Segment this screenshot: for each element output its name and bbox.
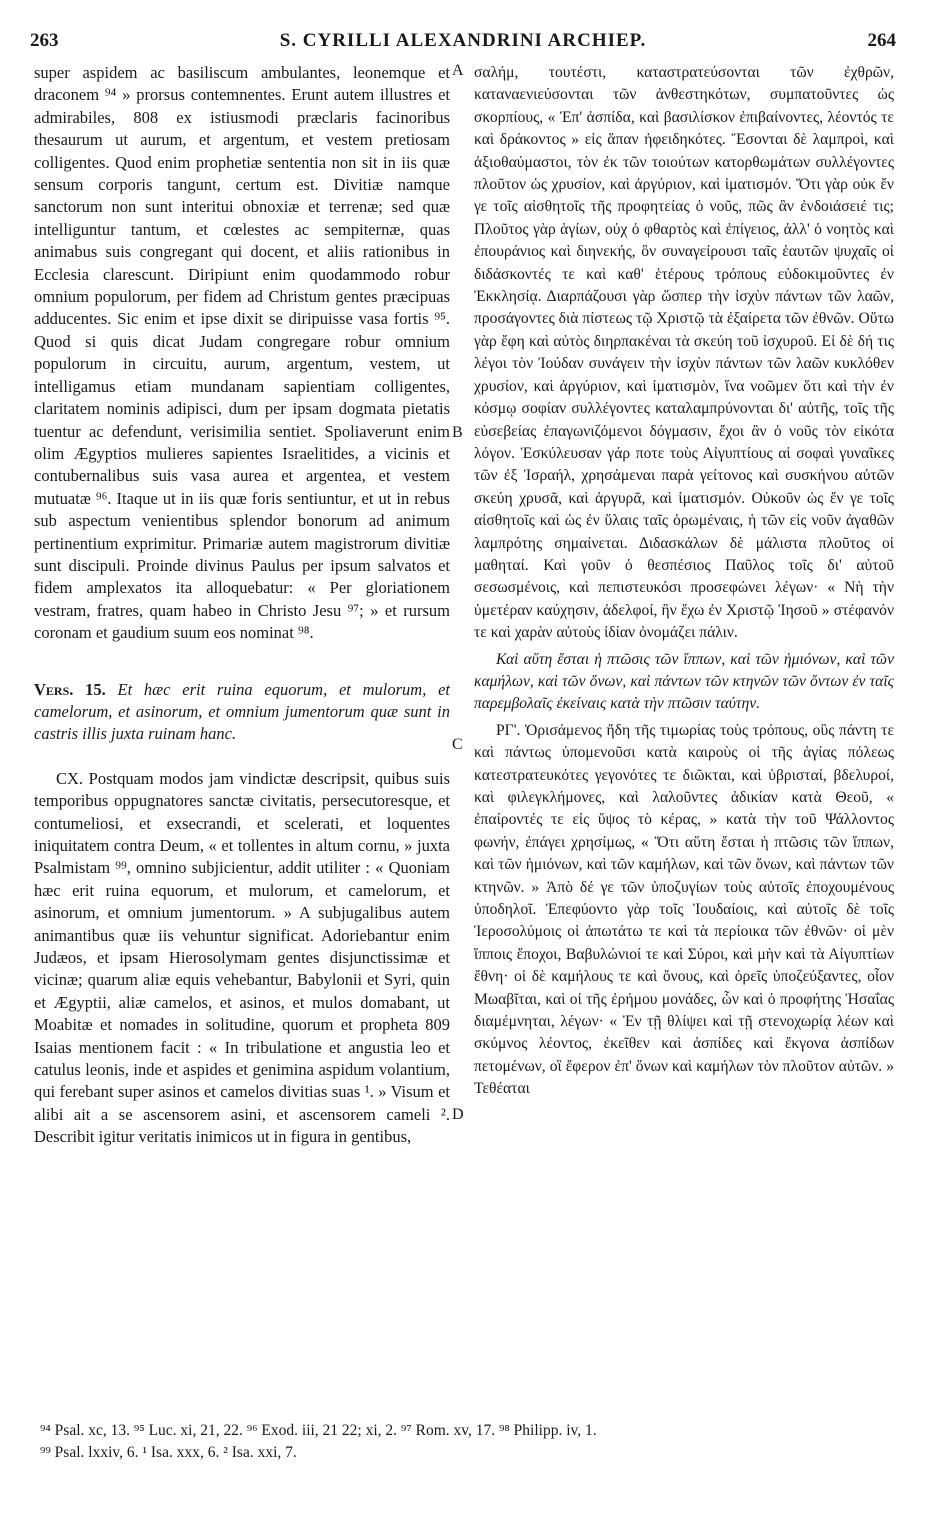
- page-number-left: 263: [30, 30, 59, 51]
- latin-verse: [34, 679, 450, 746]
- greek-verse: Καὶ αὕτη ἔσται ἡ πτῶσις τῶν ἵππων, καὶ τῶν ἡμιόνων, καὶ τῶν καμήλων, καὶ τῶν ὄνων, καὶ πάντων τῶν κτηνῶν τῶν ὄντων ἐν ταῖς παρεμβολαῖς ἐκείναις κατὰ τὴν πτῶσιν ταύτην.: [474, 650, 894, 713]
- greek-column: [474, 62, 894, 1101]
- latin-verse-text: Et hæc erit ruina equorum, et mulorum, et camelorum, et asinorum, et omnium jumentorum quæ sunt in castris illis juxta ruinam hanc.: [34, 679, 450, 744]
- footnote-line-2: ⁹⁹ Psal. lxxiv, 6. ¹ Isa. xxx, 6. ² Isa. xxi, 7.: [40, 1444, 297, 1461]
- marker-c: C: [452, 736, 463, 753]
- footnote-line-1: ⁹⁴ Psal. xc, 13. ⁹⁵ Luc. xi, 21, 22. ⁹⁶ Exod. iii, 21 22; xi, 2. ⁹⁷ Rom. xv, 17. ⁹⁸ Philipp. iv, 1.: [40, 1422, 597, 1439]
- footnotes: [40, 1420, 886, 1464]
- latin-column: [34, 62, 450, 1149]
- page-number-right: 264: [867, 30, 896, 51]
- marker-b: B: [452, 424, 463, 441]
- marker-a: A: [452, 62, 464, 79]
- verse-label: Vers. 15.: [34, 679, 106, 699]
- greek-paragraph-1: σαλήμ, τουτέστι, καταστρατεύσονται τῶν ἐχθρῶν, καταναενιεύσονται τῶν ἀνθεστηκότων, συμπατοῦντες ὡς σκορπίους, « Ἐπ' ἀσπίδα, καὶ βασιλίσκον ἐπιβαίνοντες, λέοντός τε καὶ δράκοντος » εἰς ἅπαν ἠφειδηκότες. Ἔσονται δὲ λαμπροὶ, καὶ ἀξιοθαύμαστοι, τὸν ἐκ τῶν τοιούτων κατορθωμάτων συλλέγοντες πλοῦτον ὡς χρυσίον, καὶ ἀργύριον, καὶ ἱματισμόν. Ὅτι γὰρ οὐκ ἔν γε τοῖς αἰσθητοῖς τῆς προφητείας ὁ νοῦς, πῶς ἂν ἐνδοιάσειέ τις; Πλοῦτος γὰρ ἁγίων, οὐχ ὁ φθαρτὸς καὶ ἐπίγειος, ἀλλ' ὁ νοητὸς καὶ ἐπουράνιος καὶ διηνεκής, ὃν συναγείρουσι ταῖς ἑαυτῶν ψυχαῖς οἱ διδάσκοντές τε καὶ καθ' ἑτέρους τρόπους εὐδοκιμοῦντες ἐν Ἐκκλησίᾳ. Διαρπάζουσι γὰρ ὥσπερ τὴν ἰσχὺν πάντων τῶν λαῶν, προσάγοντες διὰ πίστεως τῷ Χριστῷ τὰ ἐξαίρετα τῶν ἐθνῶν. Οὕτω γὰρ ἔφη καὶ αὐτὸς διηρπακέναι τὰ σκεύη τοῦ ἰσχυροῦ. Εἰ δὲ δή τις λέγοι τὸν Ἰούδαν συνάγειν τὴν ἰσχὺν πάντων τῶν λαῶν κυκλόθεν χρυσίον, καὶ ἀργύριον, καὶ ἱματισμὸν, ἵνα νοῶμεν ὅτι καὶ τὴν ἐν κόσμῳ σοφίαν συλλέγοντες καταλαμπρύνονται δι' αὐτῆς, τοῖς τῆς εὐσεβείας ἐπαγωνιζόμενοι δόγμασιν, ἔχοι ἂν ὁ νοῦς τὸν εἰκότα λόγον. Ἐσκύλευσαν γάρ ποτε τοὺς Αἰγυπτίους αἱ σοφαὶ γυναῖκες τῶν ἐξ Ἰσραήλ, χρησάμεναι παρὰ γείτονος καὶ συσκήνου αὐτῶν σκεύη χρυσᾶ, καὶ ἀργυρᾶ, καὶ ἱματισμόν. Οὐκοῦν ὡς ἔν γε τοῖς αἰσθητοῖς καὶ ὡς ἐν ὕλαις ταῖς ὁρωμέναις, ἡ τῶν εἰς νοῦν ἀγαθῶν λαμπρότης σημαίνεται. Διδασκάλων δὲ μάλιστα πλοῦτος οἱ μαθηταί. Καὶ γοῦν ὁ θεσπέσιος Παῦλος τοῖς δι' αὐτοῦ σεσωσμένοις, καὶ πεπιστευκόσι προσεφώνει λέγων· « Νὴ τὴν ὑμετέραν καύχησιν, ἀδελφοί, ἣν ἔχω ἐν Χριστῷ Ἰησοῦ » στέφανόν τε καὶ χαρὰν αὐτοὺς ἰδίαν ὀνομάζει πάλιν.: [474, 64, 894, 642]
- running-title: S. CYRILLI ALEXANDRINI ARCHIEP.: [279, 30, 647, 51]
- greek-paragraph-2: ΡΓ'. Ὁρισάμενος ἤδη τῆς τιμωρίας τοὺς τρόπους, οὓς πάντη τε καὶ πάντως ὑπομενοῦσι κατὰ καιροὺς οἱ τῆς ἁγίας πόλεως κατεστρατευκότες γεγονότες τε διῶκται, καὶ ὑβρισταί, βδελυροί, καὶ φιλεγκλήμονες, καὶ λαλοῦντες ἀδικίαν κατὰ Θεοῦ, « ἐπαίροντές τε εἰς ὕψος τὸ κέρας, » κατὰ τὴν τοῦ Ψάλλοντος φωνήν, ἐπάγει χρησίμως, « Ὅτι αὕτη ἔσται ἡ πτῶσις τῶν ἵππων, καὶ τῶν ἡμιόνων, καὶ τῶν καμήλων, καὶ τῶν ὄνων, καὶ πάντων τῶν κτηνῶν. » Ἀπὸ δέ γε τῶν ὑποζυγίων τοὺς αὐτοῖς ἐποχουμένους ὑποδηλοῖ. Ἐπεφύοντο γὰρ τοῖς Ἰουδαίοις, καὶ αὐτοῖς δὲ τοῖς Ἱεροσολύμοις οἱ ἀπωτάτω τε καὶ τὰ περίοικα τῶν ἐθνῶν· οἱ μὲν ἵπποις ἔποχοι, Βαβυλώνιοί τε καὶ Σύροι, καὶ μὴν καὶ τὰ Αἰγυπτίων ἔθνη· οἱ δὲ καμήλους τε καὶ ὄνους, καὶ ὀρεῖς ὑποζεύξαντες, οἷον Μωαβῖται, καὶ οἱ τῆς ἐρήμου μονάδες, ὧν καὶ ὁ προφήτης Ἡσαΐας διαμέμνηται, λέγων· « Ἐν τῇ θλίψει καὶ τῇ στενοχωρίᾳ λέων καὶ σκύμνος λέοντος, ἐκεῖθεν καὶ ἀσπίδες καὶ ἔκγονα ἀσπίδων πετομένων, οἳ ἔφερον ἐπ' ὄνων καὶ καμήλων τὸν πλοῦτον αὐτῶν. » Τεθέαται: [474, 721, 894, 1098]
- latin-paragraph-2: CX. Postquam modos jam vindictæ descripsit, quibus suis temporibus oppugnatores sanctæ civitatis, persecutoresque, et contumeliosi, et exsecrandi, et scelerati, et loquentes iniquitatem contra Deum, « et tollentes in altum cornu, » juxta Psalmistam ⁹⁹, omnino subjicientur, addit utiliter : « Quoniam hæc erit ruina equorum, et mulorum, et camelorum, et asinorum, et omnium jumentorum. » A subjugalibus autem animantibus quæ iis vehuntur significat. Adoriebantur enim Judæos, et ipsam Hierosolymam gentes disjunctissimæ et vicinæ; quarum aliæ equis vehebantur, Babylonii et Syri, quin et Ægyptii, aliæ camelos, et asinos, et mulos domabant, ut Moabitæ et nomades in solitudine, quorum et propheta 809 Isaias mentionem facit : « In tribulatione et angustia leo et catulus leonis, inde et aspides et genimina aspidum volantium, qui ferebant super asinos et camelos divitias suas ¹. » Visum et alibi ait a se ascensorem asini, et ascensorem cameli ². Describit igitur veritatis inimicos ut in figura in gentibus,: [34, 768, 450, 1147]
- latin-paragraph-1: super aspidem ac basiliscum ambulantes, leonemque et draconem ⁹⁴ » prorsus contemnentes. Erunt autem illustres et admirabiles, 808 ex istiusmodi præclaris facinoribus thesaurum ut aurum, et argentum, et vestem pretiosam colligentes. Quod enim prophetiæ sententia non sit in iis quæ sensum corporis tangunt, certum est. Divitiæ namque sanctorum non sunt interitui obnoxiæ et terrenæ; sed quæ intelliguntur tantum, et cœlestes ac sempiternæ, quas animabus suis congregant qui docent, et aliis rationibus in Ecclesia clarescunt. Diripiunt enim quodammodo robur omnium populorum, per fidem ad Christum gentes præcipuas adducentes. Sic enim et ipse dixit se diripuisse vasa fortis ⁹⁵. Quod si quis dicat Judam congregare robur omnium populorum in circuitu, aurum, argentum, vestem, ut intelligamus etiam mundanam sapientiam colligentes, claritatem nominis adipisci, dum per ipsam dogmata pietatis tuentur ac defendunt, verisimilia sentiet. Spoliaverunt enim olim Ægyptios mulieres sapientes Israelitides, a vicinis et contubernalibus suis vasa aurea et argentea, et vestem mutuatæ ⁹⁶. Itaque ut in iis quæ foris sentiuntur, et ut in rebus sub aspectum venientibus splendor bonorum ad animum pertinentium exprimitur. Primariæ autem magistrorum divitiæ sunt discipuli. Proinde divinus Paulus per ipsum salvatos et fidem amplexatos ita alloquebatur: « Per gloriationem vestram, fratres, quam habeo in Christo Jesu ⁹⁷; » et rursum coronam et gaudium suum eos nominat ⁹⁸.: [34, 63, 450, 643]
- marker-d: D: [452, 1106, 464, 1123]
- running-header: [30, 30, 896, 56]
